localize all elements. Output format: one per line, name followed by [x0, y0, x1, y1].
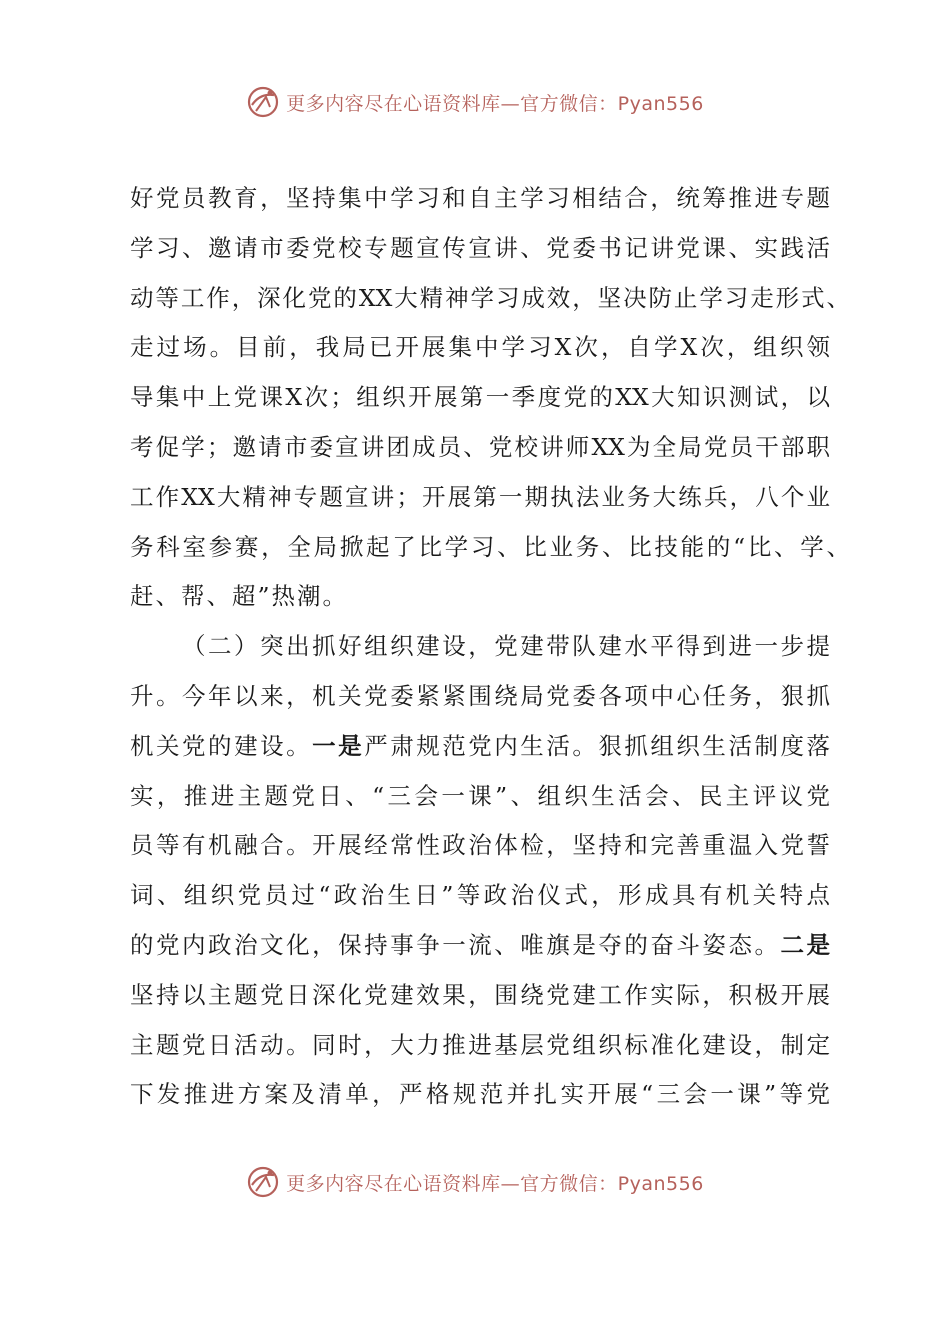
body-line: 主题党日活动。同时，大力推进基层党组织标准化建设，制定 [130, 1030, 830, 1059]
body-line: 走过场。目前，我局已开展集中学习X次，自学X次，组织领 [130, 333, 830, 362]
body-line: 考促学；邀请市委宣讲团成员、党校讲师XX为全局党员干部职 [130, 432, 830, 461]
body-line: 好党员教育，坚持集中学习和自主学习相结合，统筹推进专题 [130, 184, 830, 212]
body-line: 实，推进主题党日、“三会一课”、组织生活会、民主评议党 [130, 781, 830, 810]
body-line [130, 722, 830, 772]
emphasis-text: 二是 [780, 930, 831, 959]
header-banner-label: 更多内容尽在心语资料库—官方微信： [286, 92, 618, 115]
body-line: 赶、帮、超”热潮。 [130, 582, 349, 611]
body-text: 的党内政治文化，保持事争一流、唯旗是夺的奋斗姿态。 [130, 930, 781, 959]
body-text: 机关党的建设。 [130, 731, 313, 760]
body-line: 词、组织党员过“政治生日”等政治仪式，形成具有机关特点 [130, 881, 830, 910]
body-line: 动等工作，深化党的XX大精神学习成效，坚决防止学习走形式、 [130, 283, 850, 312]
header-wechat-id: Pyan556 [617, 92, 704, 115]
body-line: 下发推进方案及清单，严格规范并扎实开展“三会一课”等党 [130, 1080, 830, 1109]
section-heading-line: （二）突出抓好组织建设，党建带队建水平得到进一步提 [182, 632, 830, 661]
footer-banner [0, 1162, 950, 1202]
body-line: 工作XX大精神专题宣讲；开展第一期执法业务大练兵，八个业 [130, 482, 830, 511]
emphasis-text: 一是 [312, 731, 365, 760]
body-line: 升。今年以来，机关党委紧紧围绕局党委各项中心任务，狠抓 [130, 681, 830, 710]
body-line: 员等有机融合。开展经常性政治体检，坚持和完善重温入党誓 [130, 831, 830, 860]
body-line [130, 921, 830, 971]
document-body [130, 174, 850, 1120]
brand-logo-icon [246, 85, 280, 119]
body-text: 严肃规范党内生活。狠抓组织生活制度落 [364, 731, 831, 760]
footer-wechat-id: Pyan556 [617, 1172, 704, 1195]
footer-banner-label: 更多内容尽在心语资料库—官方微信： [286, 1172, 618, 1195]
body-line: 学习、邀请市委党校专题宣传宣讲、党委书记讲党课、实践活 [130, 233, 830, 262]
body-line: 导集中上党课X次；组织开展第一季度党的XX大知识测试，以 [130, 383, 830, 412]
body-line: 坚持以主题党日深化党建效果，围绕党建工作实际，积极开展 [130, 980, 830, 1009]
body-line: 务科室参赛，全局掀起了比学习、比业务、比技能的“比、学、 [130, 532, 850, 561]
brand-logo-icon [246, 1165, 280, 1199]
footer-banner-text [286, 1169, 704, 1196]
header-banner-text [286, 89, 704, 116]
header-banner [0, 82, 950, 122]
